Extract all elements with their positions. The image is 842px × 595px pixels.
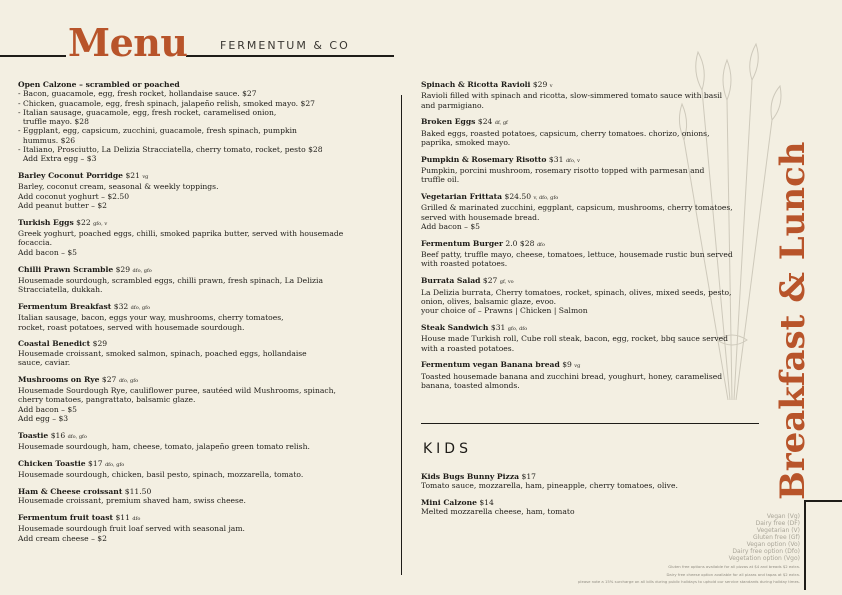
item-description: Barley, coconut cream, seasonal & weekly toppings. — [18, 182, 219, 192]
item-name: Pumpkin & Rosemary Risotto — [421, 154, 547, 164]
item-price: $31 — [490, 322, 506, 332]
item-description: Toasted housemade banana and zucchini bread, youghurt, honey, caramelised — [421, 371, 723, 381]
menu-item — [18, 487, 396, 506]
item-price: $17 — [88, 458, 103, 468]
item-tag: dfo, gfo — [130, 304, 150, 311]
item-price: $17 — [521, 472, 536, 481]
item-description: Housemade croissant, smoked salmon, spinach, poached eggs, hollandaise — [18, 348, 307, 358]
side-title: Breakfast & Lunch — [773, 141, 813, 500]
item-name: Kids Bugs Bunny Pizza — [421, 472, 520, 481]
item-description: Beef patty, truffle mayo, cheese, tomatoes, lettuce, housemade rustic bun served — [421, 250, 733, 260]
legend-entry: Dairy free option (Dfo) — [732, 548, 800, 555]
item-description: served with housemade bread. — [421, 212, 540, 222]
item-name: Barley Coconut Porridge — [18, 171, 124, 181]
item-price: $16 — [50, 430, 66, 440]
item-tag: v — [549, 83, 553, 89]
item-price: $29 — [532, 80, 548, 89]
menu-item — [18, 265, 396, 295]
menu-item — [421, 192, 779, 231]
footnote: Dairy free cheese option available for all pizzas and tapas at $2 extra. — [666, 571, 800, 577]
legend-entry: Vegan (Vg) — [766, 513, 800, 520]
item-name: Mini Calzone — [421, 498, 477, 508]
item-description: truffle mayo. $28 — [18, 117, 89, 127]
item-tag: dfo, v — [565, 157, 580, 164]
item-name: Steak Sandwich — [421, 322, 489, 332]
item-description: paprika, smoked mayo. — [421, 137, 511, 147]
item-description: Melted mozzarella cheese, ham, tomato — [421, 507, 575, 517]
legend-entry: Dairy free (DF) — [755, 520, 800, 527]
item-description: sauce, caviar. — [18, 357, 71, 367]
footnotes — [470, 563, 800, 586]
item-name: Spinach & Ricotta Ravioli — [421, 80, 531, 89]
item-description: rocket, roast potatoes, served with housemade sourdough. — [18, 322, 245, 332]
menu-item — [421, 239, 779, 269]
header-rule-right — [186, 55, 394, 57]
menu-item — [18, 171, 396, 210]
item-description: focaccia. — [18, 238, 53, 248]
item-description: Add peanut butter – $2 — [18, 201, 108, 211]
item-description: and parmigiano. — [421, 100, 484, 110]
item-name: Turkish Eggs — [18, 217, 74, 227]
item-description: Housemade croissant, premium shaved ham, swiss cheese. — [18, 496, 246, 506]
item-name: Broken Eggs — [421, 117, 476, 127]
item-description: hummus. $26 — [18, 135, 76, 145]
item-name: Fermentum fruit toast — [18, 512, 114, 522]
item-price: $29 — [115, 264, 131, 274]
dietary-legend — [690, 513, 800, 562]
item-description: with a roasted potatoes. — [421, 343, 515, 353]
item-tag: dfo, gfo — [118, 377, 139, 384]
item-name: Fermentum Breakfast — [18, 301, 112, 311]
item-description: Housemade sourdough fruit loaf served with seasonal jam. — [18, 524, 245, 534]
item-name: Toastie — [18, 430, 49, 440]
item-price: $24 — [477, 117, 493, 127]
item-name: Fermentum Burger — [421, 238, 503, 248]
item-price: $9 — [562, 360, 572, 370]
menu-item — [18, 218, 396, 257]
item-name: Ham & Cheese croissant — [18, 486, 123, 496]
item-price: $27 — [101, 374, 117, 384]
left-menu-column — [18, 80, 396, 550]
item-name: Vegetarian Frittata — [421, 192, 503, 202]
menu-item — [18, 80, 396, 164]
item-price: $11.50 — [124, 486, 152, 496]
item-price: $29 — [92, 339, 108, 349]
item-name: Chilli Prawn Scramble — [18, 264, 114, 274]
item-description: La Delizia burrata, Cherry tomatoes, rocket, spinach, olives, mixed seeds, pesto, — [421, 287, 732, 297]
side-rule-horizontal — [806, 500, 842, 502]
side-rule — [804, 500, 806, 590]
item-description: Greek yoghurt, poached eggs, chilli, smoked paprika butter, served with housemade — [18, 229, 344, 239]
item-tag: gfo, v — [93, 220, 108, 227]
item-price: $27 — [482, 276, 498, 286]
item-tag: gfo, dfo — [507, 325, 528, 332]
menu-item — [421, 472, 761, 491]
item-description: Add bacon – $5 — [18, 247, 78, 257]
item-description: Stracciatella, dukkah. — [18, 285, 103, 295]
menu-item — [18, 431, 396, 452]
item-tag: dfo, gfo — [67, 433, 87, 440]
menu-item — [18, 513, 396, 543]
item-description: Ravioli filled with spinach and ricotta, slow-simmered tomato sauce with basil — [421, 91, 723, 101]
item-description: Tomato sauce, mozzarella, ham, pineapple, cherry tomatoes, olive. — [421, 481, 678, 491]
item-tag: v, dfo, gfo — [533, 195, 559, 202]
item-price: 2.0 $28 — [505, 238, 535, 248]
menu-item — [18, 302, 396, 332]
item-tag: dfo — [536, 241, 545, 248]
legend-entry: Vegetation option (Vgo) — [728, 555, 800, 562]
item-name: Fermentum vegan Banana bread — [421, 360, 560, 370]
item-price: $31 — [548, 154, 564, 164]
menu-item — [421, 80, 779, 110]
header-rule-left — [0, 55, 66, 57]
right-menu-column — [421, 80, 779, 398]
item-price: $32 — [113, 301, 129, 311]
item-description: Grilled & marinated zucchini, eggplant, capsicum, mushrooms, cherry tomatoes, — [421, 203, 733, 213]
item-price: $11 — [115, 512, 130, 522]
item-description: Housemade Sourdough Rye, cauliflower puree, sautéed wild Mushrooms, spinach, — [18, 386, 336, 396]
item-description: - Italiano, Prosciutto, La Delizia Stracciatella, cherry tomato, rocket, pesto $28 — [18, 145, 323, 155]
item-tag: dfo — [132, 515, 141, 522]
item-name: Burrata Salad — [421, 276, 481, 286]
item-name: Coastal Benedict — [18, 339, 91, 349]
item-description: onion, olives, balsamic glaze, evoo. — [421, 296, 557, 306]
item-tag: dfo, gfo — [104, 461, 125, 468]
item-description: Add bacon – $5 — [18, 404, 78, 414]
brand-name: FERMENTUM & CO — [220, 39, 350, 52]
footnote: please note a 15% surcharge on all bills during public holidays to uphold our service standards during holiday times. — [578, 579, 800, 584]
item-description: Pumpkin, porcini mushroom, rosemary risotto topped with parmesan and — [421, 166, 705, 176]
item-description: truffle oil. — [421, 175, 460, 185]
legend-entry: Vegan option (Vo) — [746, 541, 800, 548]
item-price: $21 — [125, 171, 140, 181]
item-description: Italian sausage, bacon, eggs your way, mushrooms, cherry tomatoes, — [18, 313, 284, 323]
item-description: - Italian sausage, guacamole, egg, fresh rocket, caramelised onion, — [18, 107, 277, 117]
item-description: cherry tomatoes, pangrattato, balsamic glaze. — [18, 395, 196, 405]
kids-divider — [421, 423, 759, 424]
item-price: $22 — [76, 217, 91, 227]
item-description: Add cream cheese – $2 — [18, 533, 107, 543]
item-description: House made Turkish roll, Cube roll steak, bacon, egg, rocket, bbq sauce served — [421, 334, 728, 344]
item-description: - Bacon, guacamole, egg, fresh rocket, hollandaise sauce. $27 — [18, 89, 257, 99]
item-description: Baked eggs, roasted potatoes, capsicum, cherry tomatoes. chorizo, onions, — [421, 128, 710, 138]
item-name: Open Calzone – scrambled or poached — [18, 80, 180, 89]
menu-item — [421, 360, 779, 390]
legend-entry: Gluten free (Gf) — [752, 534, 800, 541]
item-price: $14 — [479, 498, 494, 508]
menu-title: Menu — [68, 20, 188, 65]
item-tag: vg — [142, 174, 149, 181]
item-price: $24.50 — [504, 192, 532, 202]
menu-item — [421, 323, 779, 353]
menu-item — [18, 459, 396, 480]
item-description: - Eggplant, egg, capsicum, zucchini, guacamole, fresh spinach, pumpkin — [18, 126, 297, 136]
item-description: your choice of – Prawns | Chicken | Salmon — [421, 306, 588, 316]
column-divider — [401, 95, 402, 575]
item-description: with roasted potatoes. — [421, 259, 508, 269]
menu-item — [421, 276, 779, 315]
item-tag: gf, vo — [499, 279, 514, 286]
item-description: Add Extra egg – $3 — [18, 154, 97, 164]
legend-entry: Vegetarian (V) — [756, 527, 800, 534]
footnote: Gluten free options available for all pizzas at $4 and breads $2 extra. — [668, 564, 800, 569]
item-description: Housemade sourdough, scrambled eggs, chilli prawn, fresh spinach, La Delizia — [18, 275, 323, 285]
item-description: Add bacon – $5 — [421, 222, 481, 232]
item-description: Add coconut yoghurt – $2.50 — [18, 191, 130, 201]
menu-item — [18, 339, 396, 367]
item-description: Housemade sourdough, ham, cheese, tomato, jalapeño green tomato relish. — [18, 442, 310, 451]
item-name: Mushrooms on Rye — [18, 374, 100, 384]
kids-heading: KIDS — [423, 441, 472, 457]
item-description: Housemade sourdough, chicken, basil pesto, spinach, mozzarella, tomato. — [18, 470, 304, 480]
item-description: Add egg – $3 — [18, 413, 69, 423]
menu-item — [18, 375, 396, 423]
item-description: banana, toasted almonds. — [421, 380, 520, 390]
item-tag: dfo, gfo — [132, 267, 152, 274]
menu-item — [421, 117, 779, 147]
item-tag: df, gf — [494, 120, 508, 127]
item-name: Chicken Toastie — [18, 458, 86, 468]
item-tag: vg — [574, 363, 581, 370]
menu-item — [421, 155, 779, 185]
item-description: - Chicken, guacamole, egg, fresh spinach, jalapeño relish, smoked mayo. $27 — [18, 98, 315, 108]
